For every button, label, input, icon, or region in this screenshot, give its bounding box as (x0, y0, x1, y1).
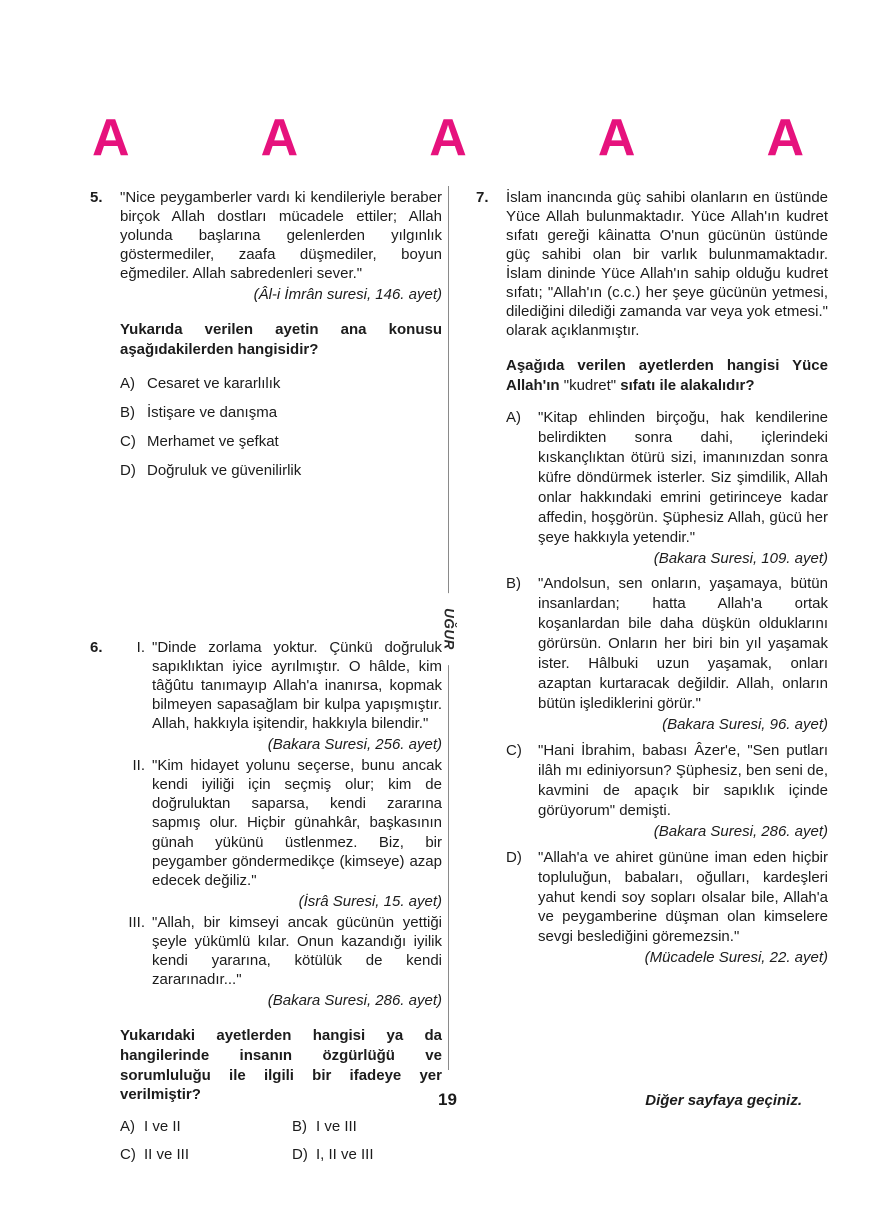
ayet-block (152, 913, 442, 1010)
option-d (506, 848, 828, 969)
option-b (120, 403, 442, 422)
option-label: B) (120, 403, 135, 421)
ayet-block (152, 756, 442, 910)
option-label: C) (120, 1146, 136, 1164)
option-d (120, 461, 442, 480)
option-c (120, 1145, 292, 1164)
option-block (538, 408, 828, 569)
question-number: 5. (90, 189, 103, 206)
option-label: D) (292, 1146, 308, 1164)
question-prompt (506, 356, 828, 396)
option-text: "Hani İbrahim, babası Âzer'e, "Sen putları ilâh mı ediniyorsun? Şüphesiz, ben seni de, kavmini de apaçık bir sapıklık içinde görüyorum" demişti. (538, 741, 828, 819)
option-text: I, II ve III (316, 1146, 374, 1164)
prompt-tail: sıfatı ile alakalıdır? (620, 377, 755, 395)
option-b (292, 1117, 442, 1136)
ayet-source: (Bakara Suresi, 286. ayet) (653, 822, 828, 840)
left-column (90, 188, 442, 1164)
ayet-source: (Mücadele Suresi, 22. ayet) (644, 949, 828, 967)
page-number: 19 (438, 1090, 457, 1109)
ayet-text: "Dinde zorlama yoktur. Çünkü doğruluk sapıklıktan iyice ayrılmıştır. O hâlde, kim tâğûtu tanımayıp Allah'a inanırsa, kopmak bilmeyen sapasağlam bir kulpa yapışmıştır. Allah, hakkıyla işitendir, hakkıyla bilendir." (152, 639, 442, 733)
ayet-item-1 (120, 638, 442, 754)
option-label: A) (506, 408, 521, 426)
options-grid (120, 1117, 442, 1164)
question-prompt: Yukarıdaki ayetlerden hangisi ya da hangilerinde insanın özgürlüğü ve sorumluluğu ile ilgili bir ifadeye yer verilmiştir? (120, 1026, 442, 1104)
ayet-source: (Bakara Suresi, 109. ayet) (653, 549, 828, 567)
option-label: A) (120, 374, 135, 392)
ayet-source: (Bakara Suresi, 256. ayet) (267, 736, 442, 754)
option-label: D) (506, 848, 522, 866)
ayet-item-2 (120, 756, 442, 910)
roman-numeral: III. (128, 913, 145, 931)
question-content (120, 638, 442, 1164)
prompt-quoted-term: "kudret" (563, 377, 617, 395)
option-text: I ve III (316, 1118, 357, 1136)
option-label: B) (292, 1118, 307, 1136)
question-content (506, 188, 828, 974)
option-text: İstişare ve danışma (147, 403, 278, 421)
option-d (292, 1145, 442, 1164)
option-text: Merhamet ve şefkat (147, 432, 279, 450)
question-7 (476, 188, 828, 974)
question-number: 7. (476, 189, 489, 206)
publisher-watermark: UĞUR (442, 593, 457, 665)
ayet-source: (Bakara Suresi, 96. ayet) (662, 716, 828, 734)
option-label: B) (506, 575, 521, 593)
option-b (506, 574, 828, 735)
option-label: D) (120, 462, 136, 480)
question-body: "Nice peygamberler vardı ki kendileriyle beraber birçok Allah dostları mücadele ettiler; Allah yolunda başlarına gelenlerden yılgınlık göstermediler, zaafa düşmediler, boyun eğmediler. Allah sabredenleri sever." (120, 189, 442, 283)
booklet-letter: A (766, 109, 804, 167)
booklet-letter-row (92, 109, 804, 167)
option-a (120, 374, 442, 393)
option-label: A) (120, 1118, 135, 1136)
options-list (120, 374, 442, 480)
option-a (120, 1117, 292, 1136)
ayet-text: "Allah, bir kimseyi ancak gücünün yettiği şeyle yükümlü kılar. Onun kazandığı iyilik kendi yararına, kötülük de kendi zararınadır..." (152, 913, 442, 988)
option-text: Doğruluk ve güvenilirlik (147, 462, 302, 480)
options-list (506, 408, 828, 968)
booklet-letter: A (92, 109, 130, 167)
prompt-lead: Aşağıda verilen ayetlerden hangisi Yüce Allah'ın (506, 357, 828, 395)
next-page-instruction: Diğer sayfaya geçiniz. (645, 1092, 802, 1109)
option-c (120, 432, 442, 451)
ayet-text: "Kim hidayet yolunu seçerse, bunu ancak kendi iyiliği için seçmiş olur; kim de doğruluktan saparsa, kendi zararına sapmış olur. Hiçbir günahkâr, başkasının günah yükünü üstlenmez. Biz, bir peygamber göndermedikçe (kimseye) azap edecek değiliz." (152, 757, 442, 889)
ayet-source: (Âl-i İmrân suresi, 146. ayet) (253, 286, 442, 304)
question-content (120, 188, 442, 490)
question-body: İslam inancında güç sahibi olanların en üstünde Yüce Allah bulunmaktadır. Yüce Allah'ın kudret sıfatı gereği kâinatta O'nun gücünün üstünde güç sahibi olan bir varlık bulunmamaktadır. İslam dininde Yüce Allah'ın sahip olduğu kudret sıfatı; "Allah'ın (c.c.) her şeye gücünün yetmesi, dilediğini dilediği zamanda var veya yok etmesi." olarak açıklanmıştır. (506, 189, 828, 340)
option-text: "Kitap ehlinden birçoğu, hak kendilerine belirdikten sonra dahi, içlerindeki kıskançlıktan ötürü sizi, imanınızdan sonra küfre döndürmek isterler. Siz şimdilik, Allah onlar hakkındaki emrini getirinceye kadar affedin, hoşgörün. Şüphesiz Allah, gücü her şeye hakkıyla yetendir." (538, 408, 828, 546)
option-block (538, 741, 828, 842)
roman-numeral: I. (136, 639, 145, 657)
ayet-item-3 (120, 913, 442, 1010)
question-6 (90, 638, 442, 1164)
right-column (476, 188, 828, 974)
option-block (538, 574, 828, 735)
option-label: C) (120, 432, 136, 450)
ayet-source: (Bakara Suresi, 286. ayet) (267, 991, 442, 1009)
option-text: I ve II (144, 1118, 181, 1136)
booklet-letter: A (260, 109, 299, 167)
question-number: 6. (90, 639, 103, 657)
option-text: "Allah'a ve ahiret gününe iman eden hiçbir topluluğun, babaları, oğulları, kardeşleri yahut kendi soy sopları olsalar bile, Allah'a ve peygamberine düşman olan kimselere sevgi beslediğini göremezsin." (538, 848, 828, 946)
option-c (506, 741, 828, 842)
option-text: II ve III (144, 1146, 190, 1164)
question-5 (90, 188, 442, 490)
booklet-letter: A (429, 109, 467, 167)
ayet-source: (İsrâ Suresi, 15. ayet) (298, 892, 442, 910)
option-a (506, 408, 828, 569)
roman-numeral: II. (132, 757, 145, 775)
question-prompt: Yukarıda verilen ayetin ana konusu aşağıdakilerden hangisidir? (120, 321, 442, 359)
ayet-block (152, 638, 442, 754)
option-text: Cesaret ve kararlılık (147, 374, 281, 392)
booklet-letter: A (597, 109, 636, 167)
option-text: "Andolsun, sen onların, yaşamaya, bütün insanlardan; hatta Allah'a ortak koşanlardan bile daha düşkün olduklarını görürsün. Onların her biri bin yıl yaşamak ister. Hâlbuki uzun yaşamak, onları azaptan kurtaracak değildir. Allah, onların bütün işlediklerini görür." (538, 575, 828, 713)
option-block (538, 848, 828, 969)
option-label: C) (506, 741, 522, 759)
